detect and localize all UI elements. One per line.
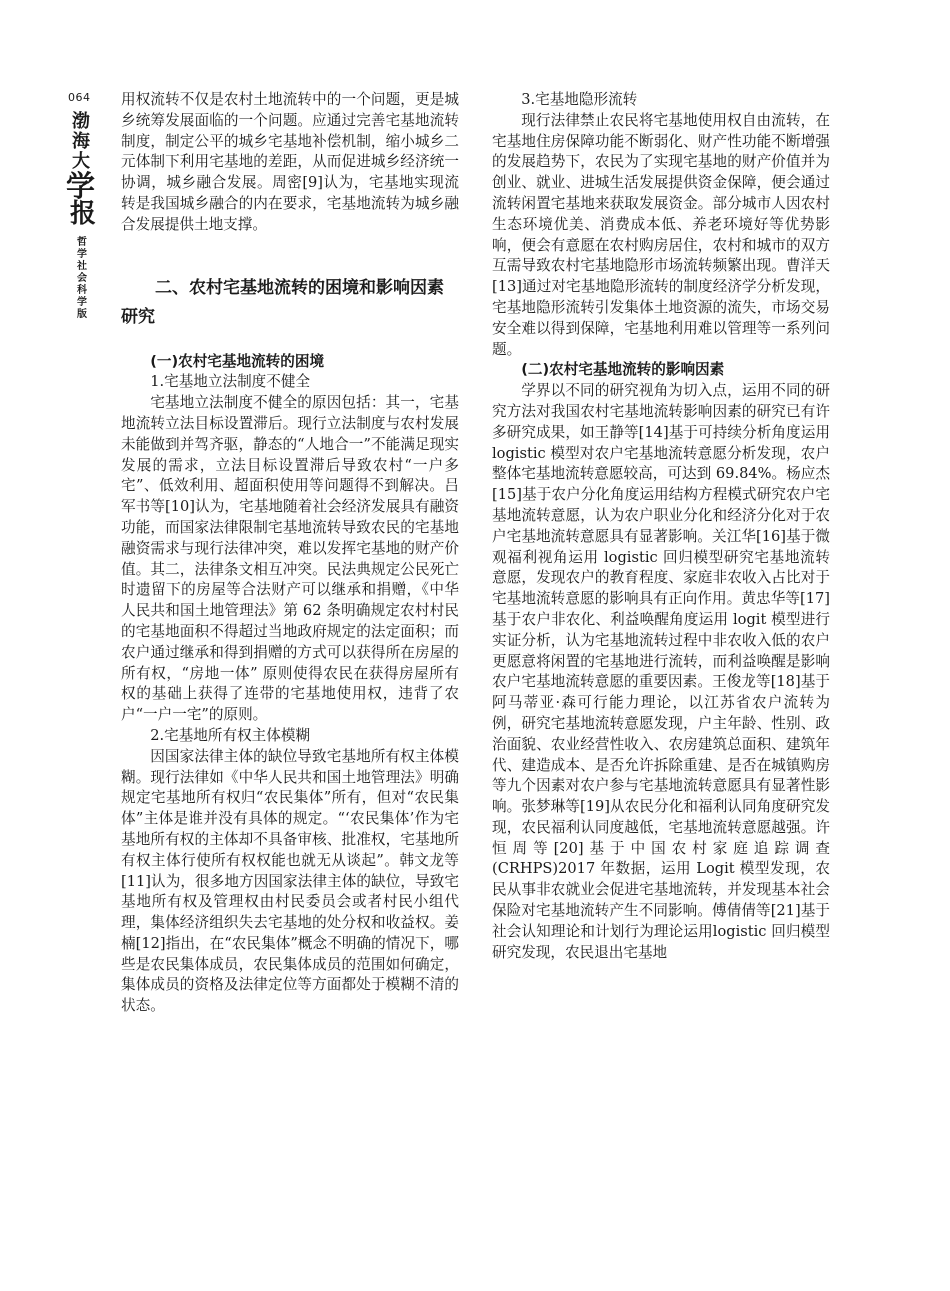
journal-name	[66, 111, 97, 229]
page-margin	[66, 92, 106, 321]
subsection-heading-1: (一)农村宅基地流转的困境	[150, 352, 325, 370]
left-column	[121, 90, 459, 1017]
item-1-text: 宅基地立法制度不健全的原因包括：其一，宅基地流转立法目标设置滞后。现行立法制度与农村发展未能做到并驾齐驱，静态的“人地合一”不能满足现实发展的需求，立法目标设置滞后导致农村“一户多宅”、低效利用、超面积使用等问题得不到解决。吕军书等[10]认为，宅基地随着社会经济发展具有融资功能，而国家法律限制宅基地流转导致农民的宅基地融资需求与现行法律冲突，难以发挥宅基地的财产价值。其二，法律条文相互冲突。民法典规定公民死亡时遗留下的房屋等合法财产可以继承和捐赠，《中华人民共和国土地管理法》第 62 条明确规定农村村民的宅基地面积不得超过当地政府规定的法定面积；而农户通过继承和得到捐赠的方式可以获得所在房屋的所有权，“房地一体” 原则使得农民在获得房屋所有权的基础上获得了连带的宅基地使用权，违背了农户“一户一宅”的原则。	[121, 394, 459, 724]
subsection-heading-2: (二)农村宅基地流转的影响因素	[521, 361, 725, 379]
right-column	[492, 90, 830, 963]
paragraph-continued: 用权流转不仅是农村土地流转中的一个问题，更是城乡统筹发展面临的一个问题。应通过完善宅基地流转制度，制定公平的城乡宅基地补偿机制，缩小城乡二元体制下利用宅基地的差距，从而促进城乡经济统一协调，城乡融合发展。周密[9]认为，宅基地实现流转是我国城乡融合的内在要求，宅基地流转为城乡融合发展提供土地支撑。	[121, 91, 459, 233]
item-2-text: 因国家法律主体的缺位导致宅基地所有权主体模糊。现行法律如《中华人民共和国土地管理法》明确规定宅基地所有权归“农民集体”所有，但对“农民集体”主体是谁并没有具体的规定。“‘农民集体’作为宅基地所有权的主体却不具备审核、批准权，宅基地所有权主体行使所有权权能也就无从谈起”。韩文龙等[11]认为，很多地方因国家法律主体的缺位，导致宅基地所有权及管理权由村民委员会或者村民小组代理，集体经济组织失去宅基地的处分权和收益权。姜楠[12]指出，在“农民集体”概念不明确的情况下，哪些是农民集体成员，农民集体成员的范围如何确定，集体成员的资格及法律定位等方面都处于模糊不清的状态。	[121, 747, 459, 1015]
journal-name-part-b: 学	[66, 169, 96, 203]
journal-name-part-a: 渤海大	[72, 111, 90, 172]
page-number: 064	[68, 91, 91, 104]
item-2-title: 2.宅基地所有权主体模糊	[150, 726, 311, 744]
journal-name-part-c: 报	[70, 199, 97, 229]
journal-series: 哲学社会科学版	[77, 237, 87, 320]
factors-text: 学界以不同的研究视角为切入点，运用不同的研究方法对我国农村宅基地流转影响因素的研究已有许多研究成果，如王静等[14]基于可持续分析角度运用 logistic 模型对农户宅基地流转意愿分析发现，农户整体宅基地流转意愿较高，可达到 69.84%。杨应杰[15]基于农户分化角度运用结构方程模式研究农户宅基地流转意愿，认为农户职业分化和经济分化对于农户宅基地流转意愿具有显著影响。关江华[16]基于微观福利视角运用 logistic 回归模型研究宅基地流转意愿，发现农户的教育程度、家庭非农收入占比对于宅基地流转意愿的影响具有正向作用。黄忠华等[17]基于农户非农化、利益唤醒角度运用 logit 模型进行实证分析，认为宅基地流转过程中非农收入低的农户更愿意将闲置的宅基地进行流转，而利益唤醒是影响农户宅基地流转意愿的重要因素。王俊龙等[18]基于阿马蒂亚·森可行能力理论，以江苏省农户流转为例，研究宅基地流转意愿发现，户主年龄、性别、政治面貌、农业经营性收入、农房建筑总面积、建筑年代、建造成本、是否允许拆除重建、是否在城镇购房等九个因素对农户参与宅基地流转意愿具有显著性影响。张梦琳等[19]从农民分化和福利认同角度研究发现，农民福利认同度越低，宅基地流转意愿越强。许恒周等[20]基于中国农村家庭追踪调查(CRHPS)2017 年数据，运用 Logit 模型发现，农民从事非农就业会促进宅基地流转，并发现基本社会保险对宅基地流转产生不同影响。傅倩倩等[21]基于社会认知理论和计划行为理论运用logistic 回归模型研究发现，农民退出宅基地	[492, 382, 830, 961]
section-heading: 二、农村宅基地流转的困境和影响因素研究	[121, 277, 444, 327]
item-3-title: 3.宅基地隐形流转	[521, 91, 638, 108]
item-1-title: 1.宅基地立法制度不健全	[150, 373, 311, 391]
item-3-text: 现行法律禁止农民将宅基地使用权自由流转，在宅基地住房保障功能不断弱化、财产性功能不断增强的发展趋势下，农民为了实现宅基地的财产价值并为创业、就业、进城生活发展提供资金保障，便会通过流转闲置宅基地来获取发展资金。部分城市人因农村生态环境优美、消费成本低、养老环境好等优势影响，便会有意愿在农村购房居住，农村和城市的双方互需导致农村宅基地隐形市场流转频繁出现。曹洋天[13]通过对宅基地隐形流转的制度经济学分析发现，宅基地隐形流转引发集体土地资源的流失，市场交易安全难以得到保障，宅基地利用难以管理等一系列问题。	[492, 111, 830, 358]
